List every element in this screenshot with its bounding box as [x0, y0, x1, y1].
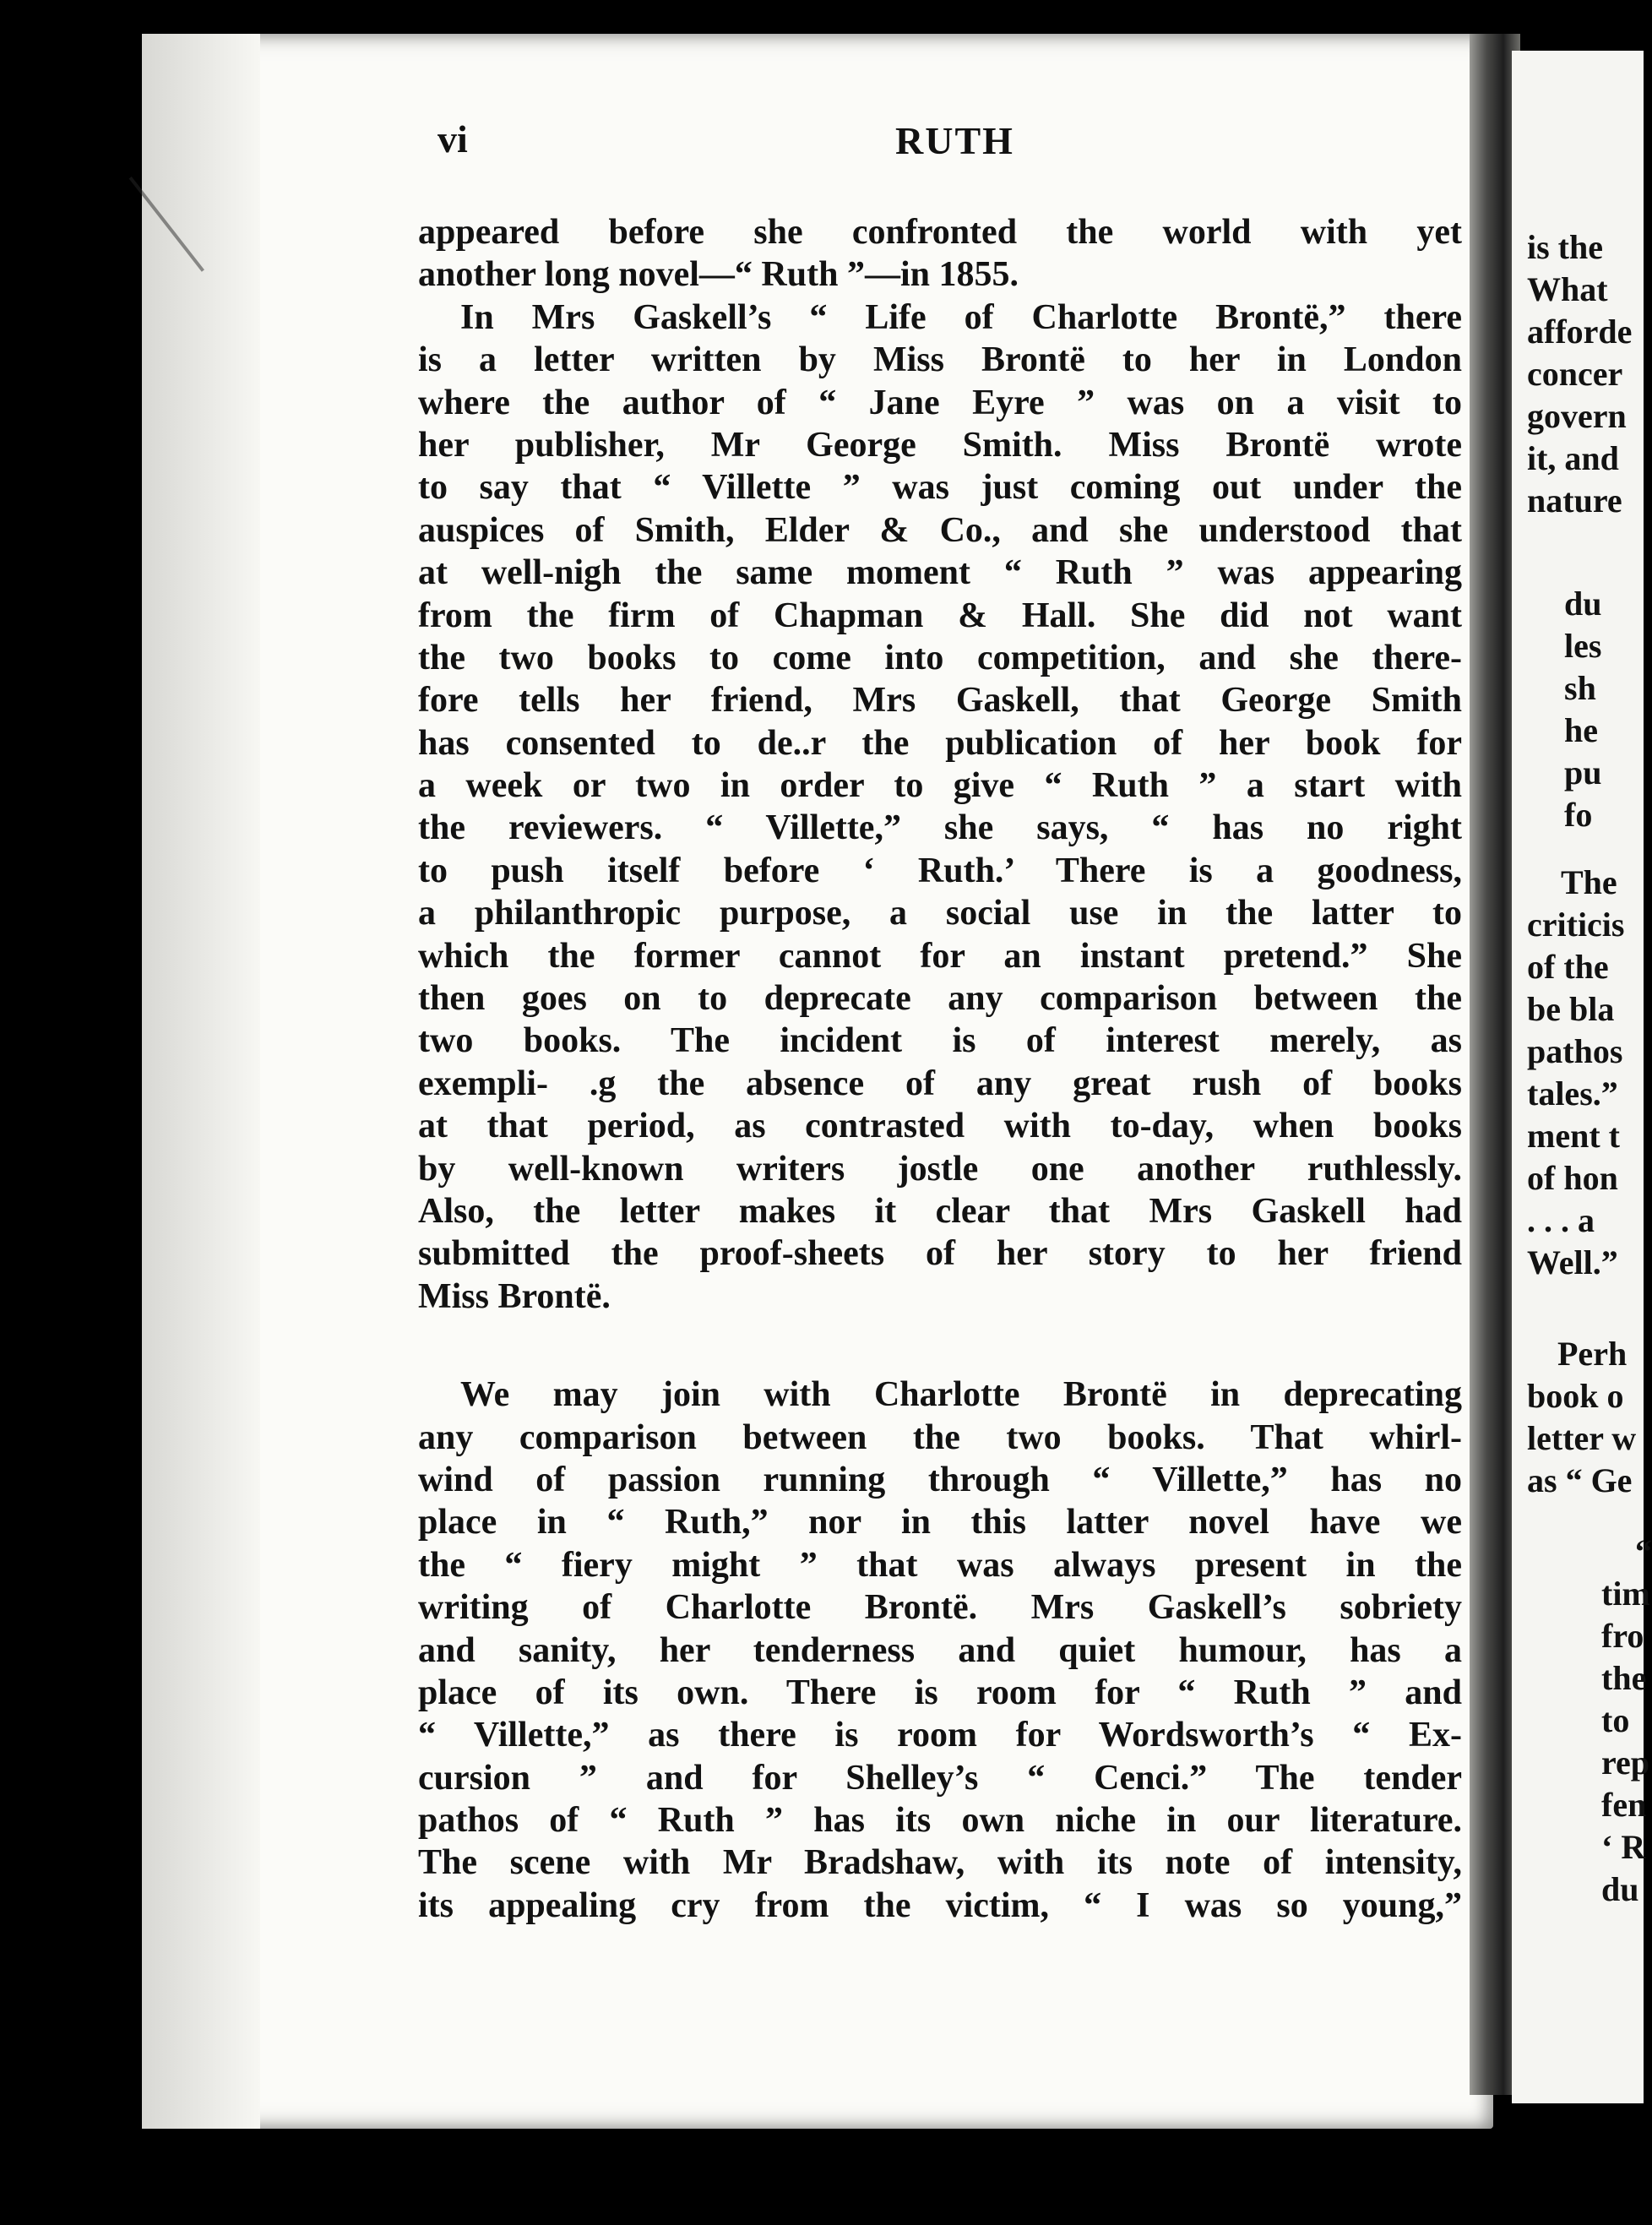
text-line: Also, the letter makes it clear that Mrs Gaskell had [418, 1191, 1462, 1231]
right-fragment: of the [1527, 948, 1609, 986]
right-fragment: fen [1601, 1786, 1647, 1824]
right-fragment: fo [1564, 796, 1593, 834]
right-fragment: govern [1527, 397, 1627, 435]
text-line: appeared before she confronted the world with yet [418, 213, 1462, 252]
right-fragment: Perh [1557, 1335, 1628, 1373]
right-fragment: pu [1564, 753, 1602, 792]
right-fragment: les [1564, 627, 1602, 665]
right-fragment: the [1601, 1659, 1647, 1697]
right-fragment: concer [1527, 355, 1623, 393]
text-line: submitted the proof-sheets of her story to her friend [418, 1234, 1462, 1274]
right-fragment: fro [1601, 1617, 1644, 1655]
text-line: is a letter written by Miss Brontë to her in London [418, 340, 1462, 380]
right-fragment: “ [1635, 1532, 1652, 1570]
paragraph-1 [418, 211, 1462, 296]
right-fragment: du [1564, 585, 1602, 623]
right-fragment: as “ Ge [1527, 1461, 1633, 1499]
right-fragment: What [1527, 270, 1608, 308]
right-fragment: it, and [1527, 439, 1619, 477]
right-fragment: ‘ R [1601, 1828, 1646, 1866]
text-line: exempli- .g the absence of any great rush of books [418, 1064, 1462, 1103]
right-fragment: nature [1527, 481, 1622, 520]
text-line: its appealing cry from the victim, “ I was so young,” [418, 1885, 1462, 1925]
text-line: by well-known writers jostle one another ruthlessly. [418, 1149, 1462, 1189]
right-fragment: tales.” [1527, 1074, 1618, 1112]
page-number: vi [437, 117, 468, 160]
right-fragment: criticis [1527, 906, 1625, 944]
text-line: the “ fiery might ” that was always present in the [418, 1545, 1462, 1585]
text-line: place of its own. There is room for “ Ruth ” and [418, 1673, 1462, 1712]
text-line: pathos of “ Ruth ” has its own niche in our literature. [418, 1801, 1462, 1841]
right-fragment: pathos [1527, 1032, 1623, 1070]
text-line: auspices of Smith, Elder & Co., and she understood that [418, 510, 1462, 550]
right-fragment: The [1561, 863, 1617, 901]
right-page-text [1527, 226, 1652, 1911]
right-fragment: Well.” [1527, 1243, 1618, 1281]
text-line: which the former cannot for an instant pretend.” She [418, 936, 1462, 976]
text-line: to push itself before ‘ Ruth.’ There is a goodness, [418, 851, 1462, 890]
right-fragment: . . . a [1527, 1201, 1595, 1239]
text-line: We may join with Charlotte Brontë in deprecating [460, 1375, 1462, 1415]
text-line: wind of passion running through “ Villette,” has no [418, 1460, 1462, 1499]
right-fragment: book o [1527, 1377, 1624, 1415]
paragraph-gap [418, 1318, 1462, 1374]
text-line: the two books to come into competition, and she there- [418, 638, 1462, 677]
right-fragment: to [1601, 1701, 1630, 1739]
text-line: any comparison between the two books. That whirl- [418, 1417, 1462, 1457]
text-line: the reviewers. “ Villette,” she says, “ has no right [418, 808, 1462, 848]
right-fragment: sh [1564, 669, 1596, 707]
text-line: Miss Brontë. [418, 1276, 611, 1316]
right-fragment [1527, 1502, 1644, 1531]
text-line: at that period, as contrasted with to-day, when books [418, 1107, 1462, 1146]
running-title: RUTH [895, 119, 1014, 162]
text-line: two books. The incident is of interest merely, as [418, 1021, 1462, 1061]
right-fragment [1527, 1284, 1644, 1333]
text-line: In Mrs Gaskell’s “ Life of Charlotte Brontë,” there [460, 297, 1462, 337]
text-line: at well-nigh the same moment “ Ruth ” was appearing [418, 553, 1462, 593]
right-fragment: of hon [1527, 1159, 1618, 1197]
right-fragment: tim [1601, 1575, 1650, 1613]
text-line: cursion ” and for Shelley’s “ Cenci.” The tender [418, 1758, 1462, 1798]
right-fragment: is the [1527, 228, 1603, 266]
paragraph-3 [418, 1374, 1462, 1927]
text-line: a philanthropic purpose, a social use in the latter to [418, 894, 1462, 933]
right-fragment: he [1564, 711, 1598, 749]
right-fragment: du [1601, 1870, 1639, 1908]
left-page-text [418, 211, 1462, 1927]
right-fragment [1527, 836, 1644, 862]
right-fragment [1527, 522, 1644, 583]
right-fragment: afforde [1527, 313, 1633, 351]
text-line: a week or two in order to give “ Ruth ” a start with [418, 766, 1462, 806]
text-line: writing of Charlotte Brontë. Mrs Gaskell’s sobriety [418, 1588, 1462, 1628]
right-fragment: letter w [1527, 1419, 1637, 1457]
text-line: and sanity, her tenderness and quiet humour, has a [418, 1630, 1462, 1670]
text-line: fore tells her friend, Mrs Gaskell, that George Smith [418, 681, 1462, 721]
text-line: then goes on to deprecate any comparison between the [418, 979, 1462, 1019]
text-line: place in “ Ruth,” nor in this latter novel have we [418, 1503, 1462, 1542]
text-line: where the author of “ Jane Eyre ” was on a visit to [418, 383, 1462, 422]
text-line: The scene with Mr Bradshaw, with its note of intensity, [418, 1843, 1462, 1883]
paragraph-2 [418, 296, 1462, 1318]
right-fragment: ment t [1527, 1117, 1620, 1155]
text-line: another long novel—“ Ruth ”—in 1855. [418, 255, 1019, 295]
text-line: has consented to de..r the publication of her book for [418, 723, 1462, 763]
text-line: from the firm of Chapman & Hall. She did not want [418, 596, 1462, 635]
text-line: to say that “ Villette ” was just coming out under the [418, 468, 1462, 508]
text-line: her publisher, Mr George Smith. Miss Brontë wrote [418, 425, 1462, 465]
right-fragment: be bla [1527, 990, 1615, 1028]
text-line: “ Villette,” as there is room for Wordsworth’s “ Ex- [418, 1716, 1462, 1755]
right-fragment: rep [1601, 1744, 1650, 1782]
